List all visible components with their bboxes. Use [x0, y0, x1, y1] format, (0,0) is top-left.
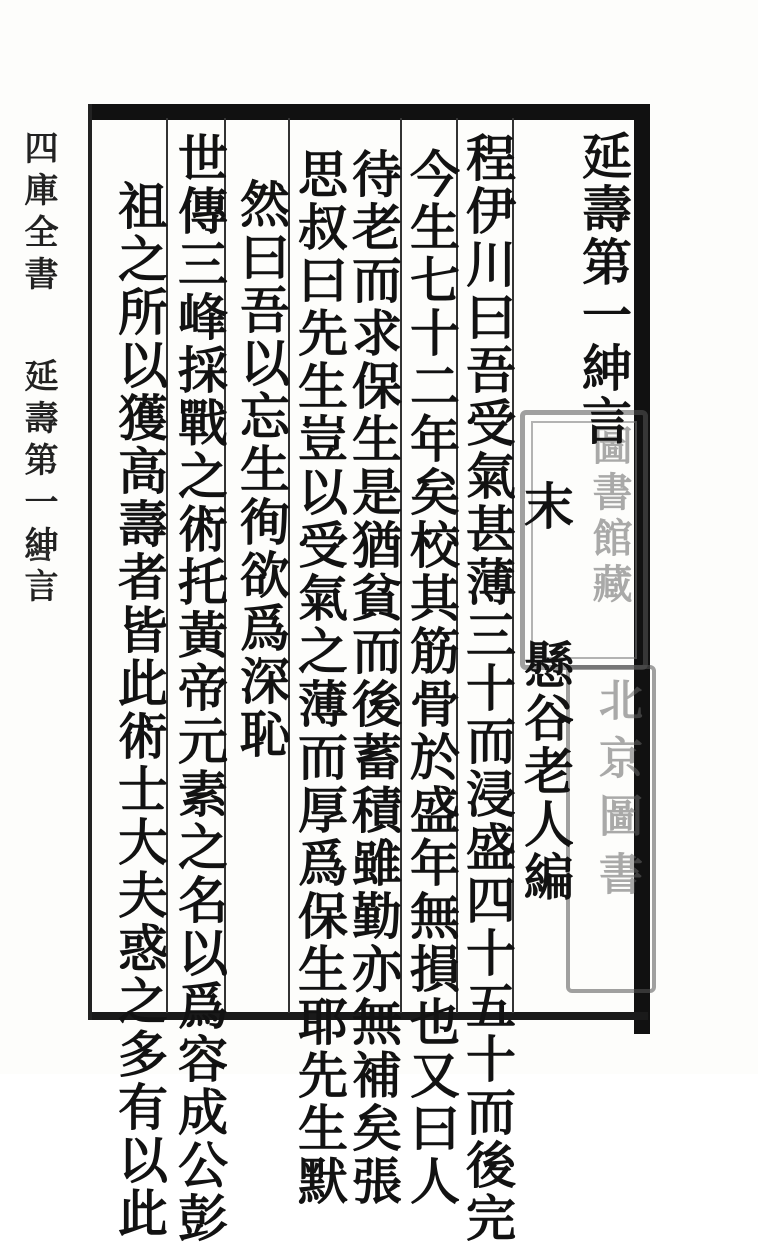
text-column-6: 世傳三峰採戰之術托黃帝元素之名以爲容成公彭	[170, 132, 229, 1245]
page-frame-left	[88, 104, 92, 1020]
text-column-7: 祖之所以獲高壽者皆此術士大夫惑之多有以此	[110, 180, 169, 1240]
fore-edge	[8, 120, 68, 1010]
text-column-2: 今生七十二年矣校其筋骨於盛年無損也又曰人	[402, 148, 461, 1208]
author-line: 末 懸谷老人編	[516, 480, 575, 904]
collector-seal-lower: 北京圖書	[566, 665, 656, 993]
text-column-4: 思叔曰先生豈以受氣之薄而厚爲保生耶先生默	[290, 148, 349, 1208]
text-column-5: 然曰吾以忘生徇欲爲深恥	[232, 178, 291, 761]
fore-edge-mark-icon	[28, 550, 52, 564]
text-column-3: 待老而求保生是猶貧而後蓄積雖勤亦無補矣張	[344, 148, 403, 1208]
fore-edge-title: 四庫全書	[18, 130, 58, 298]
collector-seal-upper: 圖書館藏	[520, 410, 648, 670]
text-column-1: 程伊川曰吾受氣甚薄三十而浸盛四十五十而後完	[458, 132, 517, 1245]
section-title: 延壽第一紳言	[574, 130, 633, 448]
fore-edge-section: 延壽第一紳言	[18, 358, 58, 610]
page-frame-top	[88, 104, 648, 120]
